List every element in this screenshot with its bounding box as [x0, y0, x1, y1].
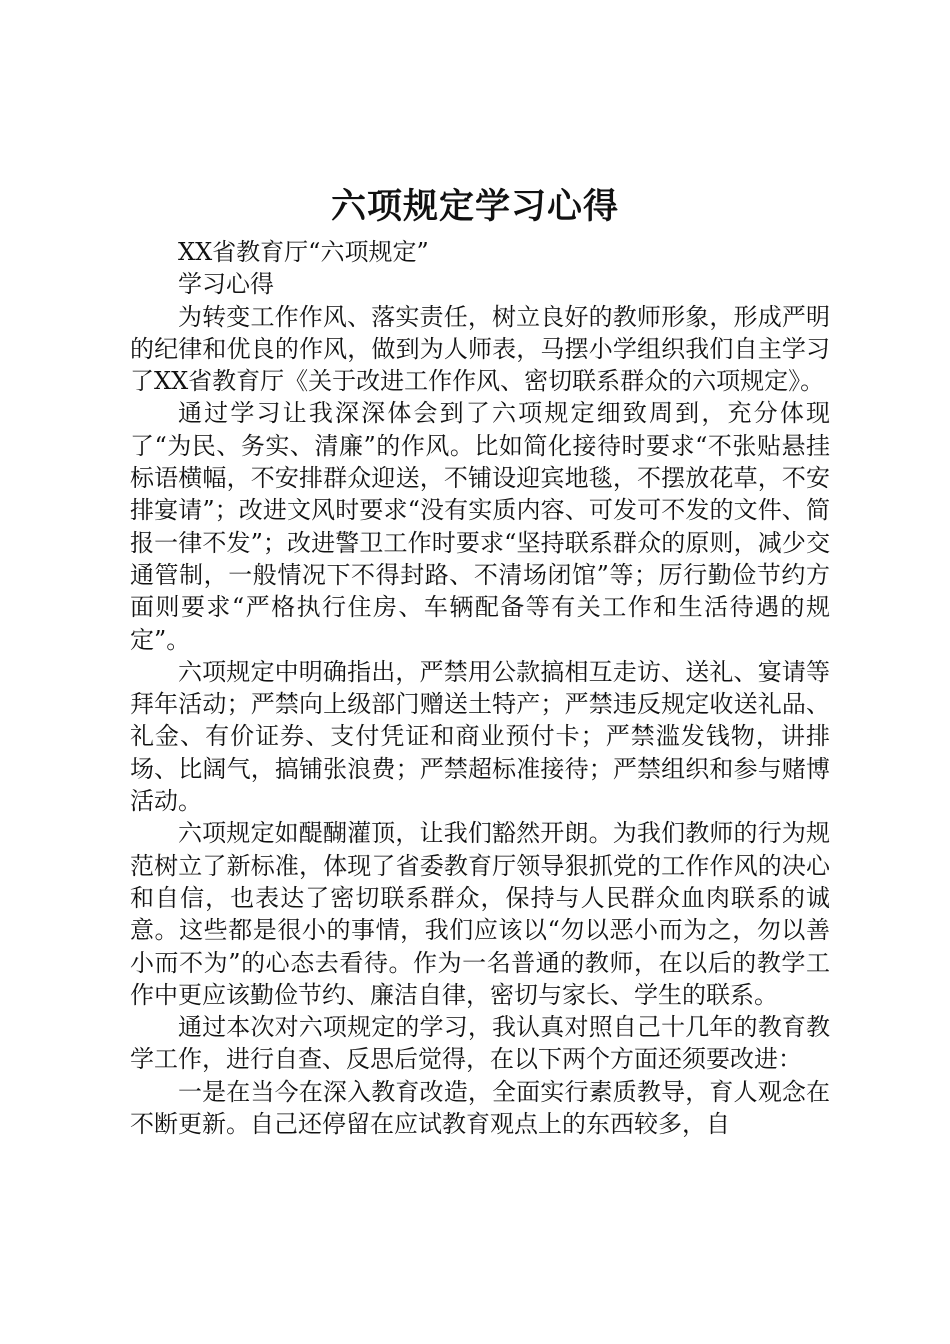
body-paragraph: 通过本次对六项规定的学习，我认真对照自己十几年的教育教学工作，进行自查、反思后觉得，在以下两个方面还须要改进： — [130, 1013, 830, 1074]
body-paragraph: 一是在当今在深入教育改造，全面实行素质教导，育人观念在不断更新。自己还停留在应试教育观点上的东西较多，自 — [130, 1077, 830, 1139]
subtitle-line: XX省教育厅“六项规定” — [178, 238, 429, 266]
body-paragraph: 六项规定如醍醐灌顶，让我们豁然开朗。为我们教师的行为规范树立了新标准，体现了省委教育厅领导狠抓党的工作作风的决心和自信，也表达了密切联系群众，保持与人民群众血肉联系的诚意。这些都是很小的事情，我们应该以“勿以恶小而为之，勿以善小而不为”的心态去看待。作为一名普通的教师，在以后的教学工作中更应该勤俭节约、廉洁自律，密切与家长、学生的联系。 — [130, 819, 830, 1009]
document-title: 六项规定学习心得 — [330, 186, 619, 227]
body-paragraph: 通过学习让我深深体会到了六项规定细致周到，充分体现了“为民、务实、清廉”的作风。比如简化接待时要求“不张贴悬挂标语横幅，不安排群众迎送，不铺设迎宾地毯，不摆放花草，不安排宴请”；改进文风时要求“没有实质内容、可发可不发的文件、简报一律不发”；改进警卫工作时要求“坚持联系群众的原则，减少交通管制，一般情况下不得封路、不清场闭馆”等；厉行勤俭节约方面则要求“严格执行住房、车辆配备等有关工作和生活待遇的规定”。 — [130, 399, 830, 654]
body-paragraph: 为转变工作作风、落实责任，树立良好的教师形象，形成严明的纪律和优良的作风，做到为人师表，马摆小学组织我们自主学习了XX省教育厅《关于改进工作作风、密切联系群众的六项规定》。 — [130, 302, 830, 396]
subtitle-line: 学习心得 — [178, 270, 274, 299]
document-body — [130, 236, 830, 1140]
body-paragraph: 六项规定中明确指出，严禁用公款搞相互走访、送礼、宴请等拜年活动；严禁向上级部门赠送土特产；严禁违反规定收送礼品、礼金、有价证券、支付凭证和商业预付卡；严禁滥发钱物，讲排场、比阔气，搞铺张浪费；严禁超标准接待；严禁组织和参与赌博活动。 — [130, 657, 830, 816]
